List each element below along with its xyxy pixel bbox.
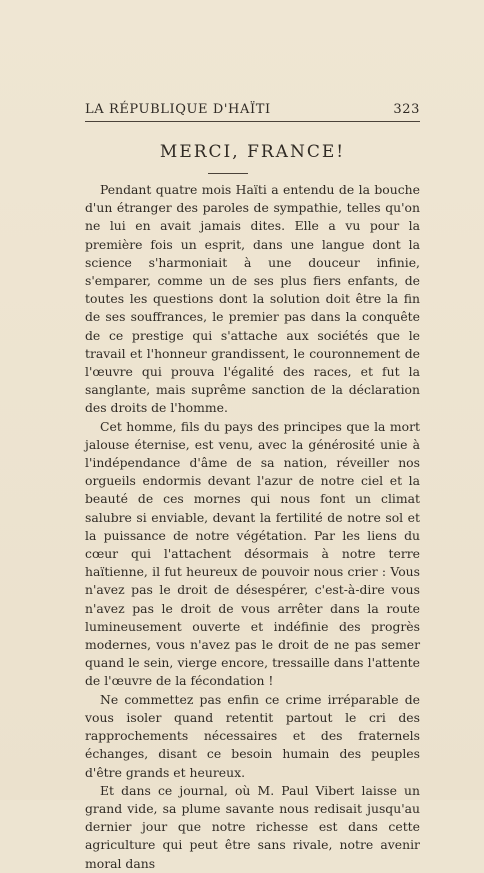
body-text: [85, 181, 420, 873]
running-head: [85, 102, 420, 117]
paragraph: Et dans ce journal, où M. Paul Vibert laisse un grand vide, sa plume savante nous redisait jusqu'au dernier jour que notre richesse est dans cette agriculture qui peut être sans rivale, notre avenir moral dans: [85, 782, 420, 871]
header-rule: [85, 121, 420, 122]
chapter-title: MERCI, FRANCE!: [159, 142, 346, 162]
title-rule: [208, 173, 248, 174]
paragraph: Ne commettez pas enfin ce crime irréparable de vous isoler quand retentit partout le cri des rapprochements nécessaires et des fraternels échanges, disant ce besoin humain des peuples d'être grands et heureux.: [85, 691, 420, 780]
paragraph: Cet homme, fils du pays des principes que la mort jalouse éternise, est venu, avec la générosité unie à l'indépendance d'âme de sa nation, réveiller nos orgueils endormis devant l'azur de notre ciel et la beauté de ces mornes qui nous font un climat salubre si enviable, devant la fertilité de notre sol et la puissance de notre végétation. Par les liens du cœur qui l'attachent désormais à notre terre haïtienne, il fut heureux de pouvoir nous crier : Vous n'avez pas le droit de désespérer, c'est-à-dire vous n'avez pas le droit de vous arrêter dans la route lumineusement ouverte et indéfinie des progrès modernes, vous n'avez pas le droit de ne pas semer quand le sein, vierge encore, tressaille dans l'attente de l'œuvre de la fécondation !: [85, 418, 420, 689]
paragraph: Pendant quatre mois Haïti a entendu de la bouche d'un étranger des paroles de sympathie, telles qu'on ne lui en avait jamais dites. Elle a vu pour la première fois un esprit, dans une langue dont la science s'harmoniait à une douceur infinie, s'emparer, comme un de ses plus fiers enfants, de toutes les questions dont la solution doit être la fin de ses souffrances, le premier pas dans la conquête de ce prestige qui s'attache aux sociétés que le travail et l'honneur grandissent, le couronnement de l'œuvre qui prouva l'égalité des races, et fut la sanglante, mais suprême sanction de la déclaration des droits de l'homme.: [85, 182, 420, 416]
page-number: 323: [393, 102, 420, 117]
running-title: LA RÉPUBLIQUE D'HAÏTI: [85, 102, 271, 117]
